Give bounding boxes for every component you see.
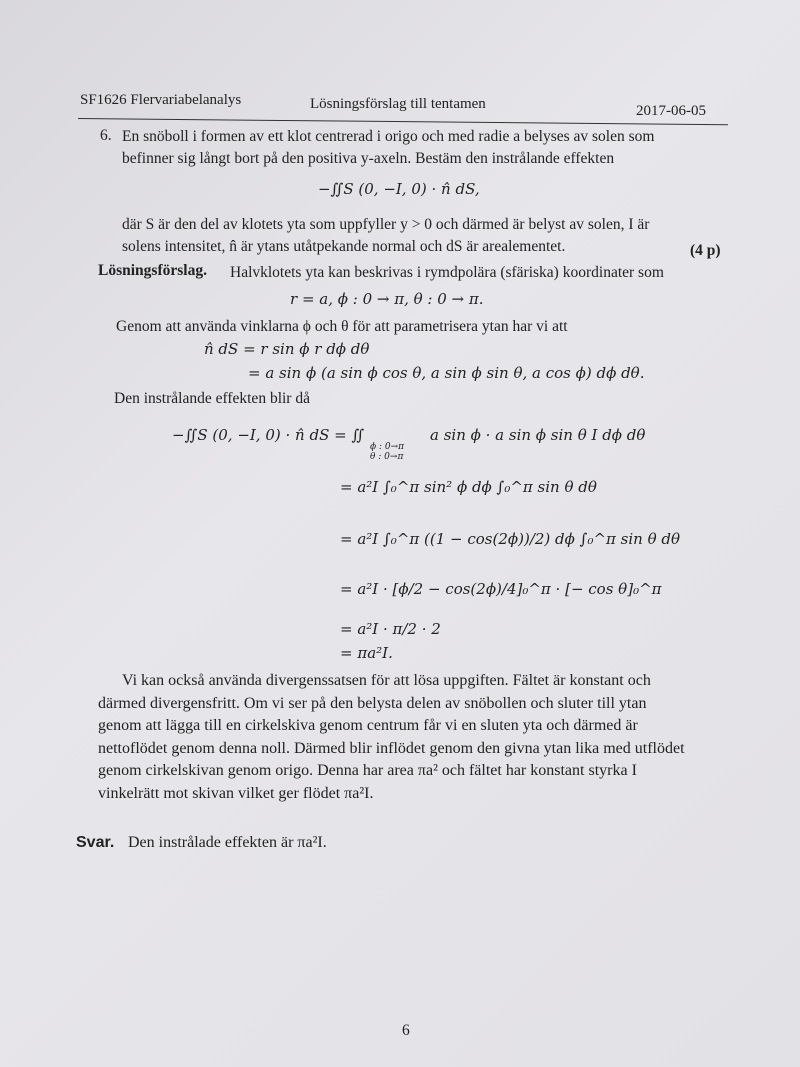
document-title: Lösningsförslag till tentamen <box>310 96 486 112</box>
integral-limit-theta: θ : 0→π <box>370 452 404 462</box>
answer-text: Den instrålade effekten är πa²I. <box>128 834 327 851</box>
derivation-step-3: = a²I · [ϕ/2 − cos(2ϕ)/4]₀^π · [− cos θ]₀^π <box>340 580 662 598</box>
param-text: Genom att använda vinklarna ϕ och θ för att parametrisera ytan har vi att <box>116 318 568 335</box>
flux-equation-integrand: a sin ϕ · a sin ϕ sin θ I dϕ dθ <box>430 426 646 444</box>
problem-line-3: där S är den del av klotets yta som uppfyller y > 0 och därmed är belyst av solen, I är <box>122 216 650 233</box>
divergence-line: därmed divergensfritt. Om vi ser på den belysta delen av snöbollen och sluter till ytan <box>98 694 647 712</box>
header-rule <box>78 118 728 125</box>
flux-text: Den instrålande effekten blir då <box>114 390 310 407</box>
param-equation-2: = a sin ϕ (a sin ϕ cos θ, a sin ϕ sin θ, a cos ϕ) dϕ dθ. <box>248 364 645 382</box>
problem-line-2: befinner sig långt bort på den positiva y-axeln. Bestäm den instrålande effekten <box>122 150 615 167</box>
course-name: SF1626 Flervariabelanalys <box>80 92 242 108</box>
answer-label: Svar. <box>76 834 115 851</box>
derivation-step-5: = πa²I. <box>340 644 393 662</box>
solution-intro: Halvklotets yta kan beskrivas i rymdpolära (sfäriska) koordinater som <box>230 264 664 281</box>
problem-line-1: En snöboll i formen av ett klot centrerad i origo och med radie a belyses av solen som <box>122 128 655 145</box>
derivation-step-4: = a²I · π/2 · 2 <box>340 620 441 638</box>
page-number: 6 <box>402 1022 410 1039</box>
problem-formula: −∬S (0, −I, 0) · n̂ dS, <box>318 180 480 198</box>
divergence-line: genom att lägga till en cirkelskiva genom centrum får vi en sluten yta och därmed är <box>98 717 638 734</box>
divergence-line: nettoflödet genom denna noll. Därmed blir inflödet genom den givna ytan lika med utflödet <box>98 739 685 757</box>
document-date: 2017-06-05 <box>636 103 706 119</box>
divergence-line: genom cirkelskivan genom origo. Denna har area πa² och fältet har konstant styrka I <box>98 762 637 779</box>
derivation-step-2: = a²I ∫₀^π ((1 − cos(2ϕ))/2) dϕ ∫₀^π sin θ dθ <box>340 530 681 548</box>
divergence-line: Vi kan också använda divergenssatsen för att lösa uppgiften. Fältet är konstant och <box>122 672 651 689</box>
problem-number: 6. <box>100 127 112 144</box>
spherical-coordinates: r = a, ϕ : 0 → π, θ : 0 → π. <box>290 290 484 308</box>
divergence-paragraph <box>98 670 758 805</box>
divergence-line: vinkelrätt mot skivan vilket ger flödet πa²I. <box>98 784 374 802</box>
solution-label: Lösningsförslag. <box>98 262 207 279</box>
integral-limit-phi: ϕ : 0→π <box>370 442 405 452</box>
problem-points: (4 p) <box>690 242 721 259</box>
param-equation-1: n̂ dS = r sin ϕ r dϕ dθ <box>204 340 370 358</box>
derivation-step-1: = a²I ∫₀^π sin² ϕ dϕ ∫₀^π sin θ dθ <box>340 478 597 496</box>
flux-equation-lhs: −∬S (0, −I, 0) · n̂ dS = ∬ <box>172 426 365 444</box>
problem-line-4: solens intensitet, n̂ är ytans utåtpekande normal och dS är arealementet. <box>122 238 566 255</box>
